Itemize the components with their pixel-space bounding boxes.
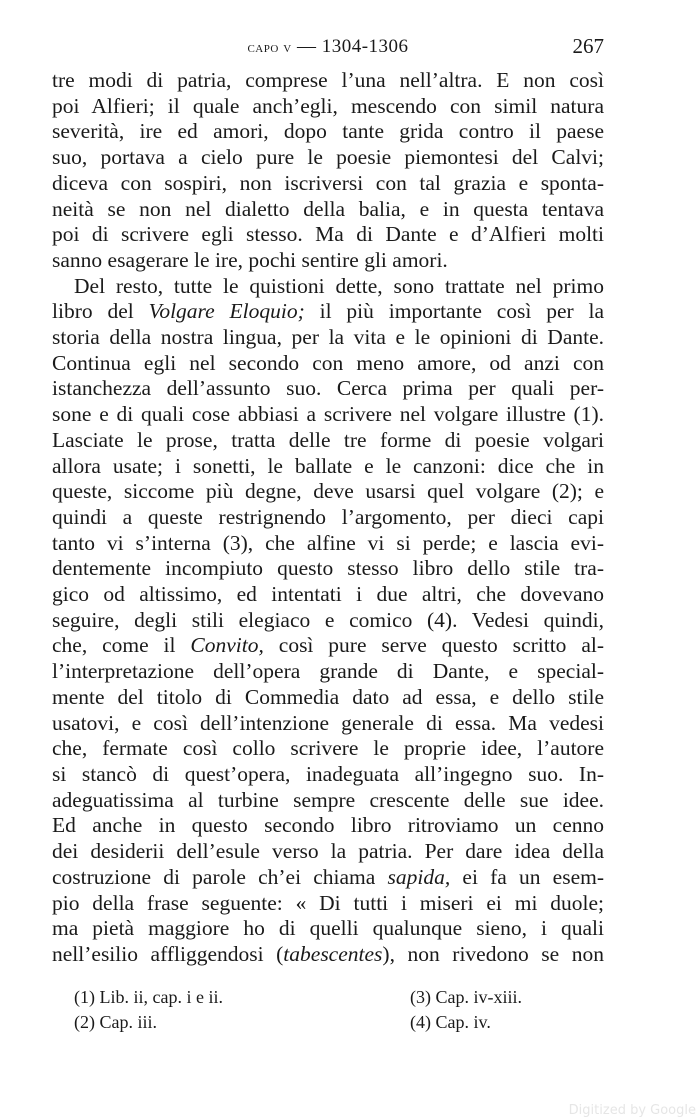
text-run: libro del bbox=[52, 299, 149, 324]
term-sapida: sapida, bbox=[387, 864, 451, 889]
text-line: severità, ire ed amori, dopo tante grida contro il paese bbox=[52, 119, 604, 144]
footnotes bbox=[74, 985, 574, 1035]
text-run: ei fa un esem- bbox=[450, 864, 604, 889]
digitization-watermark: Digitized by Google bbox=[568, 1103, 696, 1118]
text-line: istanchezza dell’assunto suo. Cerca prima per quali per- bbox=[52, 376, 604, 401]
footnote-1: (1) Lib. ii, cap. i e ii. bbox=[74, 987, 223, 1007]
text-line: mente del titolo di Commedia dato ad essa, e dello stile bbox=[52, 684, 604, 709]
text-run: il più importante così per la bbox=[304, 299, 605, 324]
text-line: gico od altissimo, ed intentati i due altri, che dovevano bbox=[52, 582, 604, 607]
text-line: Del resto, tutte le quistioni dette, sono trattate nel primo bbox=[74, 273, 604, 298]
text-line: usatovi, e così dell’intenzione generale di essa. Ma vedesi bbox=[52, 710, 604, 735]
text-line: ma pietà maggiore ho di quelli qualunque sieno, i quali bbox=[52, 916, 604, 941]
footnote-2: (2) Cap. iii. bbox=[74, 1012, 157, 1032]
text-line: quindi a queste restrignendo l’argomento, per dieci capi bbox=[52, 504, 604, 529]
text-line: si stancò di quest’opera, inadeguata all’ingegno suo. In- bbox=[52, 761, 604, 786]
text-run: nell’esilio affliggendosi ( bbox=[52, 941, 284, 966]
text-line: dei desiderii dell’esule verso la patria. Per dare idea della bbox=[52, 839, 604, 864]
text-line: pio della frase seguente: « Di tutti i miseri ei mi duole; bbox=[52, 890, 604, 915]
text-line: storia della nostra lingua, per la vita e le opinioni di Dante. bbox=[52, 325, 604, 350]
text-line bbox=[52, 865, 604, 891]
text-run: ), non rivedono se non bbox=[382, 941, 604, 966]
text-line: Continua egli nel secondo con meno amore, od anzi con bbox=[52, 350, 604, 375]
title-volgare-eloquio: Volgare Eloquio; bbox=[148, 299, 305, 324]
footnote-4: (4) Cap. iv. bbox=[410, 1012, 491, 1032]
text-line: allora usate; i sonetti, le ballate e le canzoni: dice che in bbox=[52, 453, 604, 478]
footnote-row bbox=[74, 985, 574, 1010]
text-line: tre modi di patria, comprese l’una nell’altra. E non così bbox=[52, 68, 604, 92]
text-line: poi di scrivere egli stesso. Ma di Dante e d’Alfieri molti bbox=[52, 222, 604, 247]
text-line: Ed anche in questo secondo libro ritroviamo un cenno bbox=[52, 813, 604, 838]
running-title bbox=[52, 36, 604, 58]
text-line: sanno esagerare le ire, pochi sentire gli amori. bbox=[52, 247, 448, 272]
text-line: neità se non nel dialetto della balia, e in questa tentava bbox=[52, 196, 604, 221]
text-line: suo, portava a cielo pure le poesie piemontesi del Calvi; bbox=[52, 145, 604, 170]
footnote-3: (3) Cap. iv-xiii. bbox=[410, 987, 522, 1007]
term-tabescentes: tabescentes bbox=[283, 941, 383, 966]
text-line: Lasciate le prose, tratta delle tre forme di poesie volgari bbox=[52, 427, 604, 452]
chapter-label: capo v bbox=[247, 39, 292, 56]
text-line: poi Alfieri; il quale anch’egli, mescendo con simil natura bbox=[52, 93, 604, 118]
text-line: l’interpretazione dell’opera grande di Dante, e special- bbox=[52, 659, 604, 684]
text-run: così pure serve questo scritto al- bbox=[263, 633, 604, 658]
text-line: sone e di quali cose abbiasi a scrivere nel volgare illustre (1). bbox=[52, 402, 604, 427]
running-header bbox=[52, 34, 604, 64]
text-line bbox=[52, 633, 604, 659]
footnote-row bbox=[74, 1010, 574, 1035]
text-run: che, come il bbox=[52, 633, 191, 658]
text-line: adeguatissima al turbine sempre crescente delle sue idee. bbox=[52, 787, 604, 812]
text-run: costruzione di parole ch’ei chiama bbox=[52, 864, 388, 889]
year-range: 1304-1306 bbox=[321, 36, 409, 57]
text-line: seguire, degli stili elegiaco e comico (4). Vedesi quindi, bbox=[52, 607, 604, 632]
text-line bbox=[52, 942, 604, 968]
title-dash: — bbox=[291, 36, 322, 57]
title-convito: Convito, bbox=[190, 633, 264, 658]
text-line bbox=[52, 299, 604, 325]
text-line: tanto vi s’interna (3), che alfine vi si perde; e lascia evi- bbox=[52, 530, 604, 555]
text-line: dentemente incompiuto questo stesso libro dello stile tra- bbox=[52, 556, 604, 581]
text-line: che, fermate così collo scrivere le proprie idee, l’autore bbox=[52, 736, 604, 761]
text-line: queste, siccome più degne, deve usarsi quel volgare (2); e bbox=[52, 479, 604, 504]
body-text bbox=[52, 68, 604, 968]
page-number: 267 bbox=[572, 34, 604, 58]
text-line: diceva con sospiri, non iscriversi con tal grazia e sponta- bbox=[52, 170, 604, 195]
